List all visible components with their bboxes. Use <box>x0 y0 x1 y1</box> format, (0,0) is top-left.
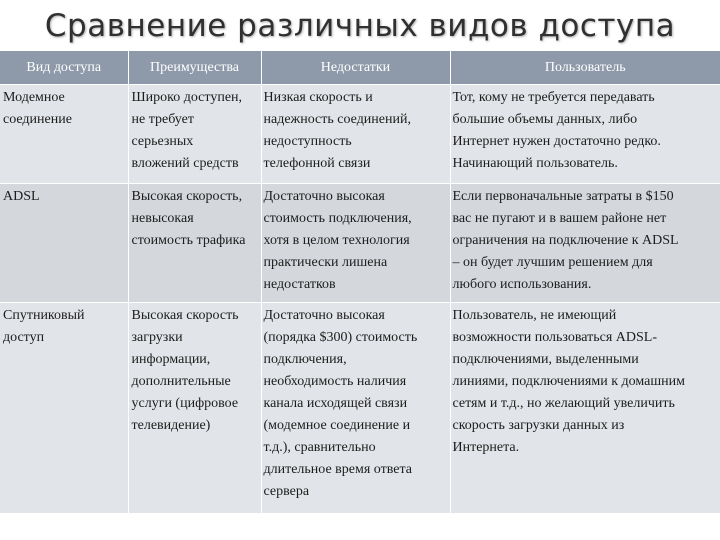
header-user: Пользователь <box>450 51 720 85</box>
cell-user: Если первоначальные затраты в $150 вас не пугают и в вашем районе нет ограничения на подключение к ADSL – он будет лучшим решением для любого использования. <box>450 184 720 303</box>
cell-access-type: Спутниковый доступ <box>0 303 128 514</box>
comparison-table <box>0 51 720 513</box>
header-disadvantages: Недостатки <box>261 51 450 85</box>
header-access-type: Вид доступа <box>0 51 128 85</box>
table-row <box>0 85 720 184</box>
cell-disadvantages: Низкая скорость и надежность соединений, недоступность телефонной связи <box>261 85 450 184</box>
cell-access-type: Модемное соединение <box>0 85 128 184</box>
cell-disadvantages: Достаточно высокая стоимость подключения, хотя в целом технология практически лишена недостатков <box>261 184 450 303</box>
table-header-row <box>0 51 720 85</box>
cell-disadvantages: Достаточно высокая (порядка $300) стоимость подключения, необходимость наличия канала исходящей связи (модемное соединение и т.д.), сравнительно длительное время ответа сервера <box>261 303 450 514</box>
cell-user: Тот, кому не требуется передавать большие объемы данных, либо Интернет нужен достаточно редко. Начинающий пользователь. <box>450 85 720 184</box>
cell-advantages: Высокая скорость, невысокая стоимость трафика <box>128 184 261 303</box>
table-row <box>0 303 720 514</box>
cell-advantages: Высокая скорость загрузки информации, дополнительные услуги (цифровое телевидение) <box>128 303 261 514</box>
cell-access-type: ADSL <box>0 184 128 303</box>
slide-title: Сравнение различных видов доступа <box>44 8 676 44</box>
table-row <box>0 184 720 303</box>
cell-user: Пользователь, не имеющий возможности пользоваться ADSL- подключениями, выделенными линиями, подключениями к домашним сетям и т.д., но желающий увеличить скорость загрузки данных из Интернета. <box>450 303 720 514</box>
cell-advantages: Широко доступен, не требует серьезных вложений средств <box>128 85 261 184</box>
header-advantages: Преимущества <box>128 51 261 85</box>
